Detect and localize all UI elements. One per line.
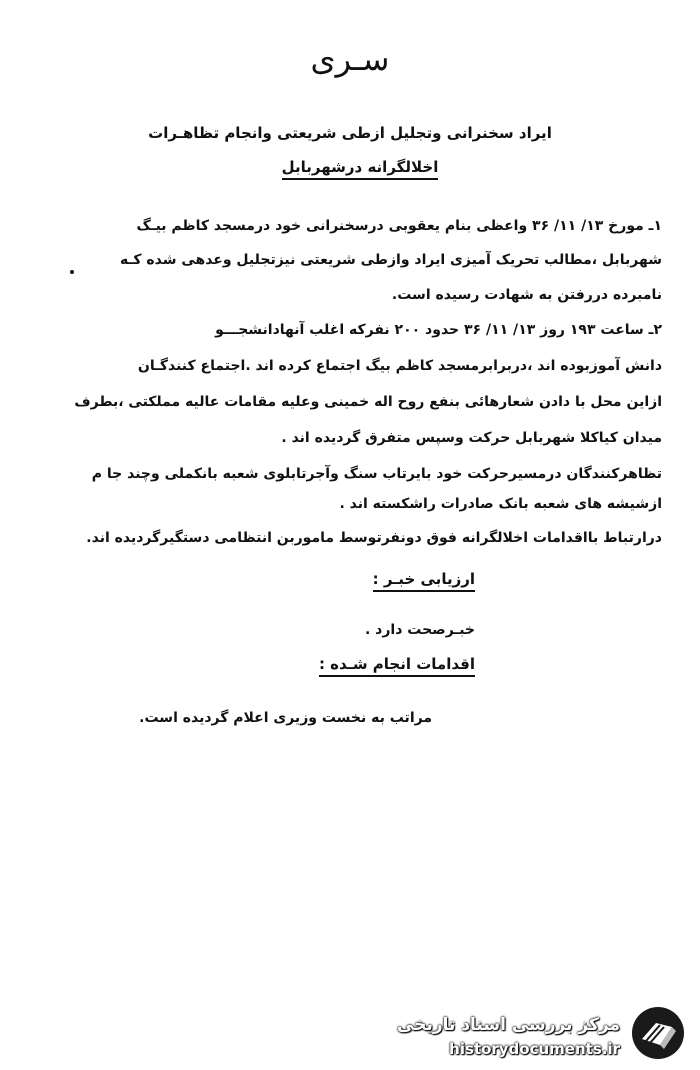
paragraph-line-10: درارتباط بااقدامات اخلالگرانه فوق دونفرتوسط ماموربن انتظامی دستگیرگردیده اند. [86, 530, 662, 546]
paragraph-line-8: تظاهرکنندگان درمسیرحرکت خود بایرتاب سنگ وآجرتابلوی شعبه بانکملی وچند جا م [91, 466, 662, 482]
actions-taken-label [319, 655, 475, 673]
paragraph-line-5: دانش آموزبوده اند ،دربرابرمسجد کاظم بیگ اجتماع کرده اند .اجتماع کنندگـان [137, 358, 662, 374]
paragraph-line-3: نامبرده دررفتن به شهادت رسیده است. [391, 287, 662, 303]
document-subtitle [260, 158, 460, 176]
classification-heading: سـری [310, 40, 390, 78]
paragraph-line-1: ۱ـ مورخ ۱۳/ ۱۱/ ۳۶ واعظی بنام یعقوبی درسخنرانی خود درمسجد کاظم بیـگ [136, 218, 662, 234]
paragraph-line-2: شهربابل ،مطالب تحریک آمیزی ایراد وازطی شریعتی نیزتجلیل وعدهی شده کـه [120, 252, 662, 268]
paragraph-line-7: میدان کیاکلا شهربابل حرکت وسپس متفرق گردیده اند . [281, 430, 662, 446]
book-logo-icon [630, 1005, 686, 1061]
paragraph-line-4: ۲ـ ساعت ۱۹۳ روز ۱۳/ ۱۱/ ۳۶ حدود ۲۰۰ نفرکه اغلب آنهادانشجـــو [215, 322, 662, 338]
source-assessment-label [373, 570, 475, 588]
document-title: ایراد سخنرانی وتجلیل ازطی شریعتی وانجام تظاهـرات [148, 124, 552, 142]
archive-name: مرکز بررسی اسناد تاریخی [397, 1015, 620, 1035]
source-assessment-value: خبـرصحت دارد . [364, 622, 475, 638]
margin-dot [70, 270, 74, 274]
archive-website: historydocuments.ir [449, 1040, 620, 1058]
document-subtitle-text: اخلالگرانه درشهربابل [282, 158, 439, 180]
source-assessment-label-text: ارزیابی خبـر : [373, 570, 475, 592]
actions-taken-label-text: اقدامات انجام شـده : [319, 655, 475, 677]
paragraph-line-9: ازشیشه های شعبه بانک صادرات راشکسته اند . [339, 496, 662, 512]
paragraph-line-6: ازاین محل با دادن شعارهائی بنفع روح اله خمینی وعلیه مقامات عالیه مملکتی ،بطرف [74, 394, 662, 410]
actions-taken-value: مراتب به نخست وزیری اعلام گردیده است. [139, 710, 432, 726]
